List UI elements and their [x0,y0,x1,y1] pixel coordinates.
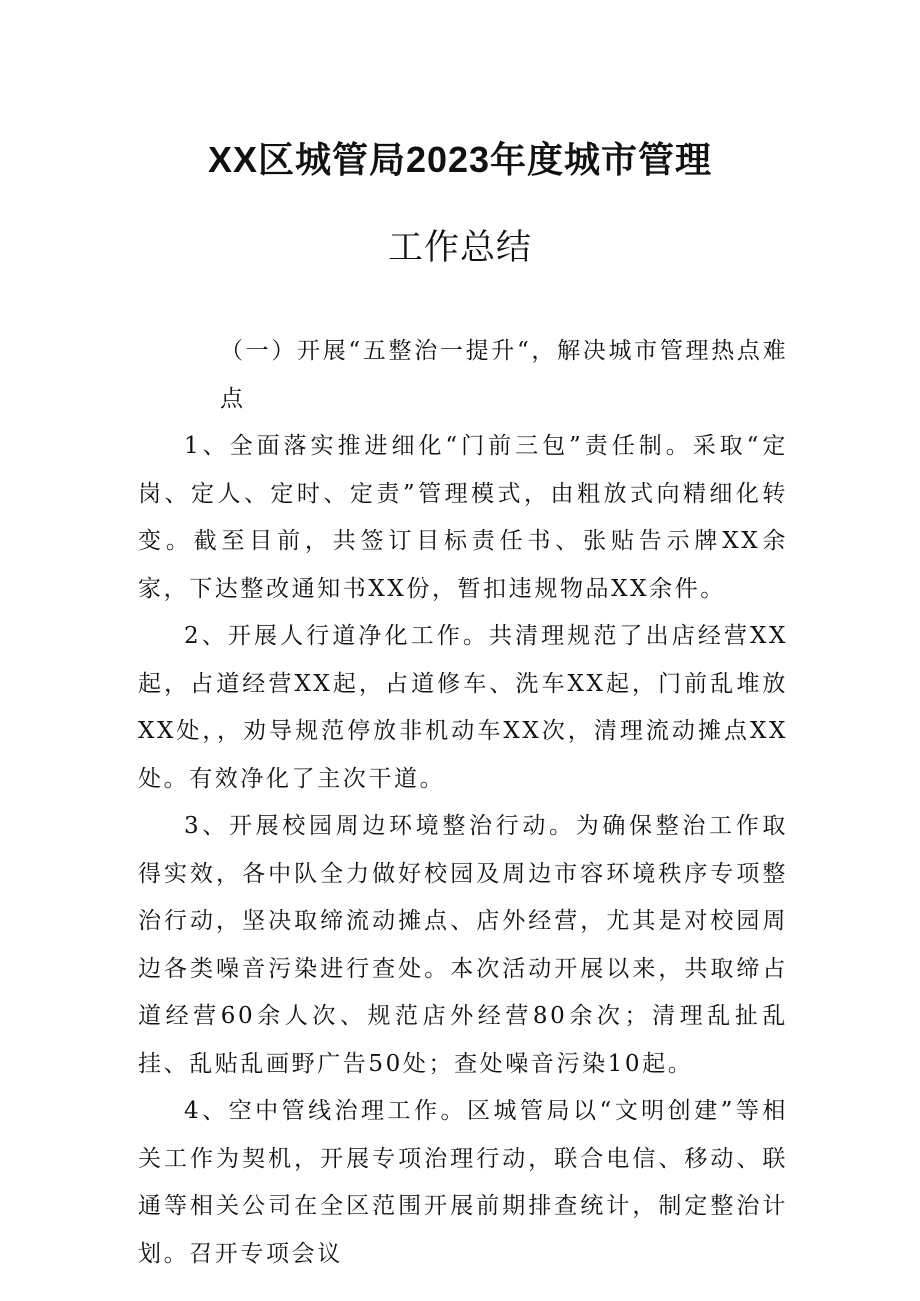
document-body [138,328,788,1278]
document-title-line-1: XX区城管局2023年度城市管理 [207,139,713,180]
document-title-line-2: 工作总结 [387,228,532,267]
paragraph-4: 4、空中管线治理工作。区城管局以“文明创建”等相关工作为契机，开展专项治理行动，联合电信、移动、联通等相关公司在全区范围开展前期排查统计，制定整治计划。召开专项会议 [138,1098,788,1267]
paragraph-1: 1、全面落实推进细化“门前三包”责任制。采取“定岗、定人、定时、定责”管理模式，由粗放式向精细化转变。截至目前，共签订目标责任书、张贴告示牌XX余家，下达整改通知书XX份，暂扣违规物品XX余件。 [138,433,788,602]
section-heading: （一）开展“五整治一提升“，解决城市管理热点难点 [220,338,788,412]
paragraph-2: 2、开展人行道净化工作。共清理规范了出店经营XX起，占道经营XX起，占道修车、洗车XX起，门前乱堆放XX处，，劝导规范停放非机动车XX次，清理流动摊点XX处。有效净化了主次干道。 [138,623,788,792]
paragraph-3: 3、开展校园周边环境整治行动。为确保整治工作取得实效，各中队全力做好校园及周边市容环境秩序专项整治行动，坚决取缔流动摊点、店外经营，尤其是对校园周边各类噪音污染进行查处。本次活动开展以来，共取缔占道经营60余人次、规范店外经营80余次；清理乱扯乱挂、乱贴乱画野广告50处；查处噪音污染10起。 [138,813,788,1077]
